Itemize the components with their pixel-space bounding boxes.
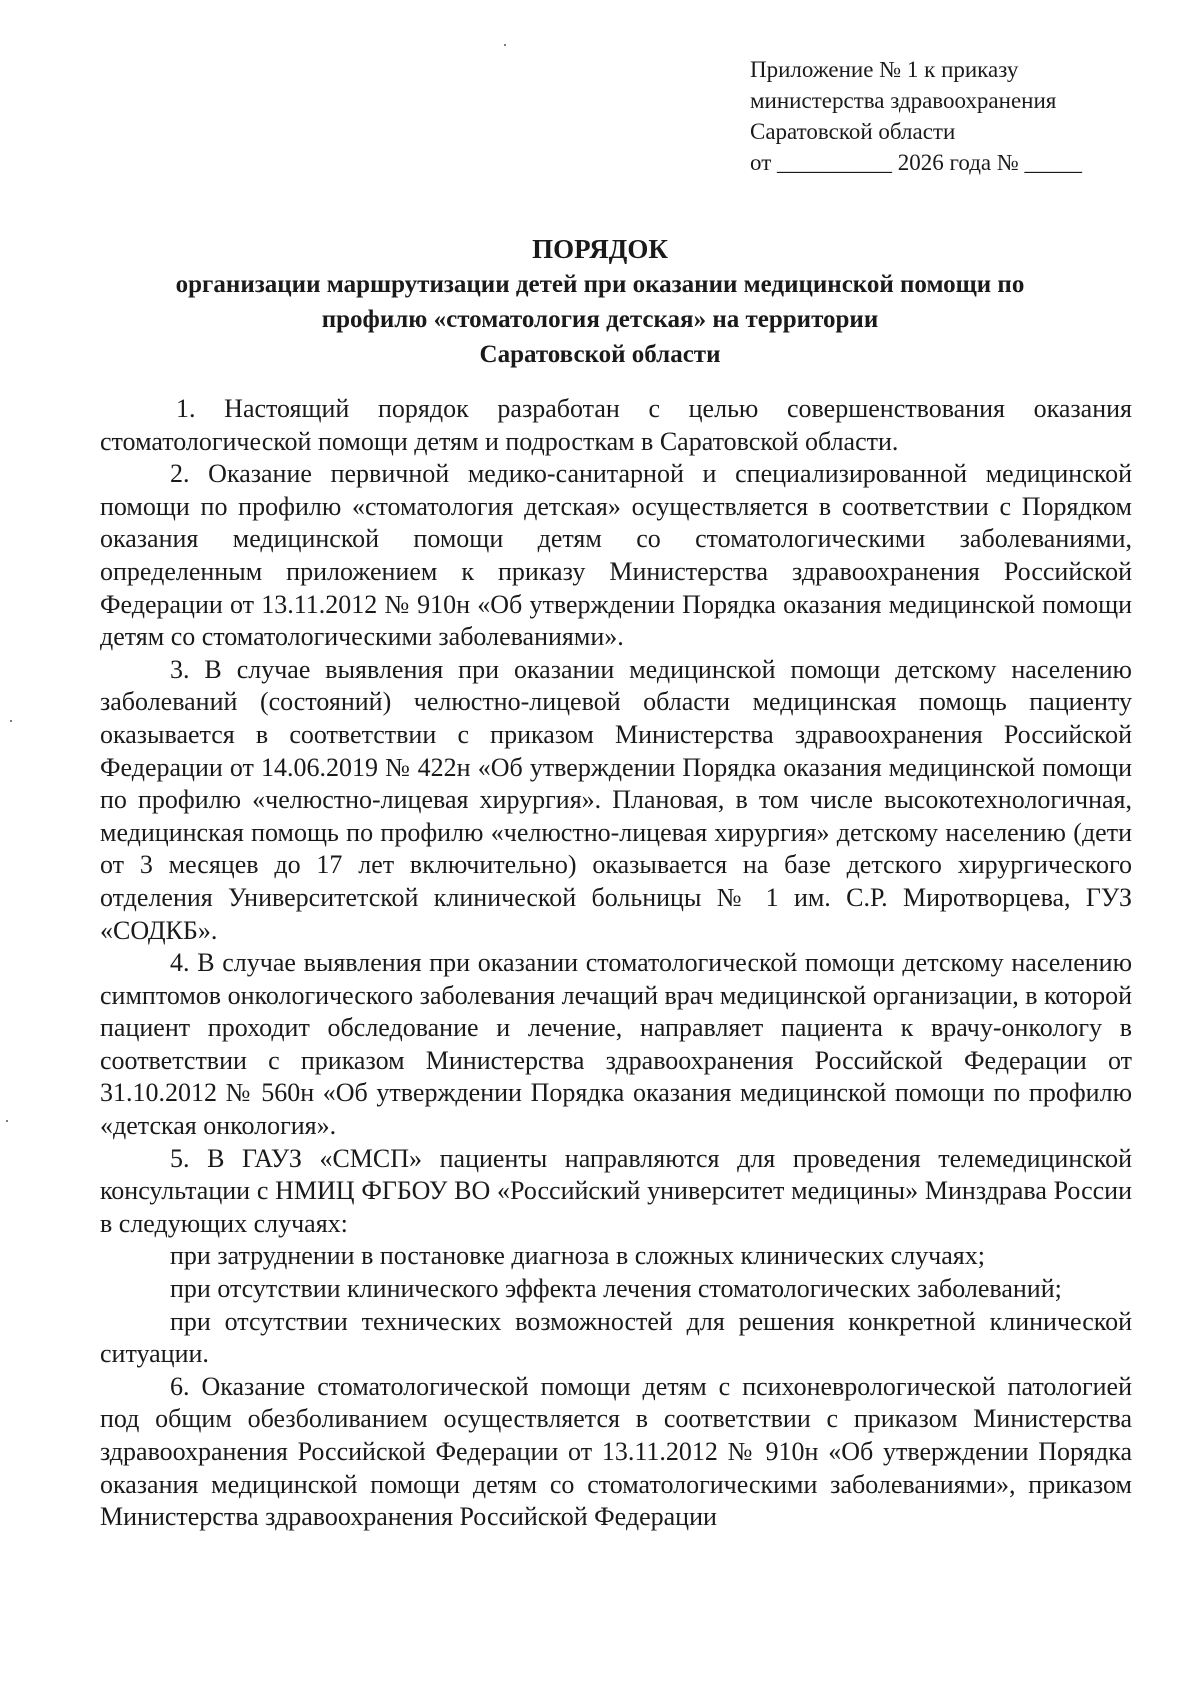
appendix-line-1: Приложение № 1 к приказу (750, 57, 1019, 82)
scan-speck (10, 720, 12, 722)
title-line-1: организации маршрутизации детей при оказании медицинской помощи по (175, 271, 1025, 298)
paragraph-6: 6. Оказание стоматологической помощи детям с психоневрологической патологией под общим обезболиванием осуществляется в соответствии с приказом Министерства здравоохранения Российской Федерации от 13.11.2012 № 910н «Об утверждении Порядка оказания медицинской помощи детям со стоматологическими заболеваниями», приказом Министерства здравоохранения Российской Федерации (100, 1371, 1132, 1532)
paragraph-5: 5. В ГАУЗ «СМСП» пациенты направляются для проведения телемедицинской консультации с НМИЦ ФГБОУ ВО «Российский университет медицины» Минздрава России в следующих случаях: (100, 1143, 1132, 1238)
appendix-line-3: Саратовской области (750, 119, 956, 144)
document-body (100, 393, 1132, 1534)
appendix-header (750, 54, 1170, 178)
title-main: ПОРЯДОК (532, 234, 668, 264)
paragraph-5-case-1: при затруднении в постановке диагноза в сложных клинических случаях; (170, 1241, 985, 1271)
scan-speck (6, 1120, 8, 1122)
paragraph-5-case-2: при отсутствии клинического эффекта лечения стоматологических заболеваний; (170, 1274, 1062, 1304)
document-title (100, 232, 1100, 372)
scan-speck (504, 44, 506, 46)
paragraph-4: 4. В случае выявления при оказании стоматологической помощи детскому населению симптомов онкологического заболевания лечащий врач медицинской организации, в которой пациент проходит обследование и лечение, направляет пациента к врачу-онкологу в соответствии с приказом Министерства здравоохранения Российской Федерации от 31.10.2012 № 560н «Об утверждении Порядка оказания медицинской помощи по профилю «детская онкология». (100, 948, 1132, 1141)
paragraph-5-case-3: при отсутствии технических возможностей для решения конкретной клинической ситуации. (100, 1306, 1132, 1369)
paragraph-1: 1. Настоящий порядок разработан с целью совершенствования оказания стоматологической помощи детям и подросткам в Саратовской области. (100, 394, 1132, 456)
paragraph-3: 3. В случае выявления при оказании медицинской помощи детскому населению заболеваний (состояний) челюстно-лицевой области медицинская помощь пациенту оказывается в соответствии с приказом Министерства здравоохранения Российской Федерации от 14.06.2019 № 422н «Об утверждении Порядка оказания медицинской помощи по профилю «челюстно-лицевая хирургия». Плановая, в том числе высокотехнологичная, медицинская помощь по профилю «челюстно-лицевая хирургия» детскому населению (дети от 3 месяцев до 17 лет включительно) оказывается на базе детского хирургического отделения Университетской клинической больницы № 1 им. С.Р. Миротворцева, ГУЗ «СОДКБ». (100, 654, 1132, 945)
appendix-line-4: от __________ 2026 года № _____ (750, 150, 1083, 175)
title-line-2: профилю «стоматология детская» на территории (321, 306, 879, 333)
paragraph-2: 2. Оказание первичной медико-санитарной и специализированной медицинской помощи по профилю «стоматология детская» осуществляется в соответствии с Порядком оказания медицинской помощи детям со стоматологическими заболеваниями, определенным приложением к приказу Министерства здравоохранения Российской Федерации от 13.11.2012 № 910н «Об утверждении Порядка оказания медицинской помощи детям со стоматологическими заболеваниями». (100, 459, 1132, 652)
title-line-3: Саратовской области (479, 341, 721, 368)
appendix-line-2: министерства здравоохранения (750, 88, 1057, 113)
